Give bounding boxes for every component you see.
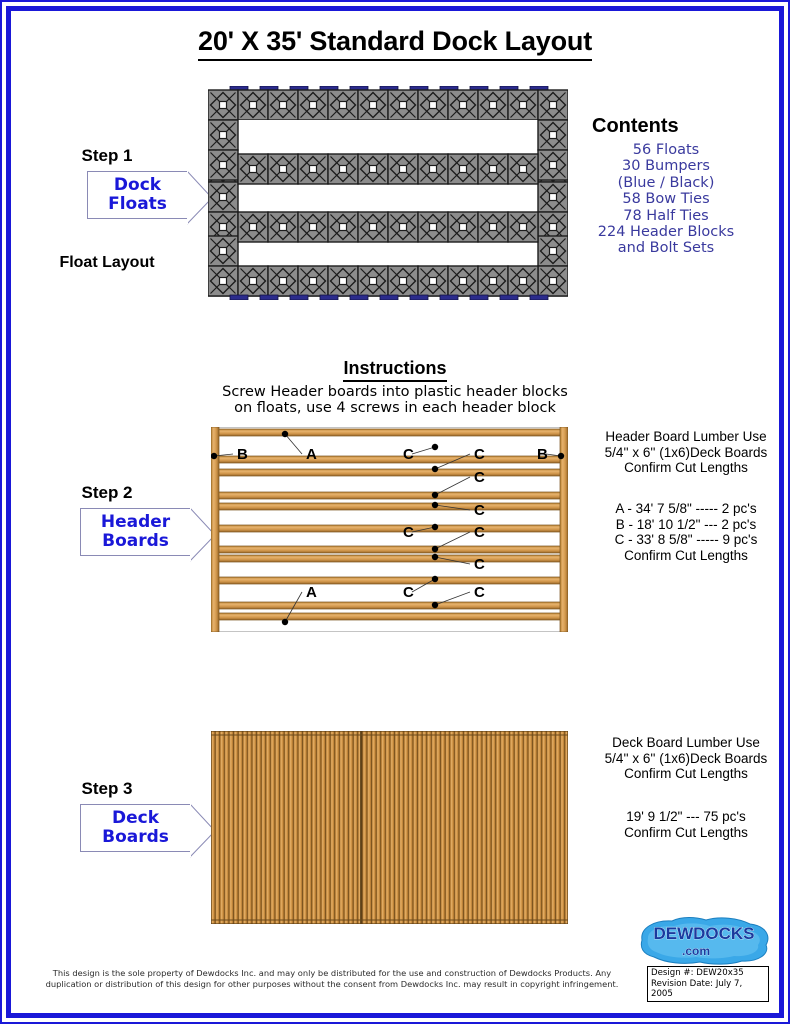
- deck-spec-line-1: Deck Board Lumber Use: [612, 735, 760, 750]
- deck-plank: [220, 731, 224, 924]
- deck-plank: [243, 731, 247, 924]
- deck-plank: [538, 731, 542, 924]
- deck-plank: [436, 731, 440, 924]
- deck-plank: [367, 731, 371, 924]
- callout-dot: [432, 492, 438, 498]
- step-2-banner[interactable]: [80, 508, 190, 556]
- deck-plank: [234, 731, 238, 924]
- deck-plank: [487, 731, 491, 924]
- step-3-number-label: [42, 779, 172, 799]
- deck-plank: [285, 731, 289, 924]
- deck-plank: [524, 731, 528, 924]
- deck-plank: [528, 731, 532, 924]
- cut-item-c: C - 33' 8 5/8" ----- 9 pc's: [614, 532, 758, 547]
- header-spec-line-1: Header Board Lumber Use: [605, 429, 767, 444]
- deck-plank: [308, 731, 312, 924]
- deck-plank: [321, 731, 325, 924]
- deck-plank: [354, 731, 358, 924]
- callout-label-c: C: [474, 469, 485, 486]
- deck-board-cut-list: [580, 809, 790, 840]
- callout-dot: [432, 444, 438, 450]
- deck-plank: [303, 731, 307, 924]
- float-opening-3: [238, 242, 538, 266]
- deck-plank: [377, 731, 381, 924]
- deck-plank: [551, 731, 555, 924]
- contents-item: and Bolt Sets: [617, 240, 715, 257]
- callout-label-c: C: [474, 524, 485, 541]
- deck-plank: [455, 731, 459, 924]
- callout-dot: [432, 576, 438, 582]
- deck-plank: [211, 731, 215, 924]
- instructions-body: [130, 385, 660, 416]
- deck-plank: [478, 731, 482, 924]
- callout-label-c: C: [403, 446, 414, 463]
- step-3-number-text: Step 3: [81, 779, 133, 798]
- deck-plank: [464, 731, 468, 924]
- contents-item: (Blue / Black): [617, 174, 715, 191]
- deck-plank: [363, 731, 367, 924]
- deck-plank: [446, 731, 450, 924]
- deck-plank: [275, 731, 279, 924]
- contents-item: 58 Bow Ties: [622, 191, 710, 208]
- deck-plank: [413, 731, 417, 924]
- contents-heading: Contents: [592, 115, 679, 137]
- float-layout-diagram: [208, 86, 568, 300]
- header-cut-confirm: Confirm Cut Lengths: [624, 547, 748, 563]
- deck-plank: [547, 731, 551, 924]
- deck-plank: [289, 731, 293, 924]
- deck-plank: [556, 731, 560, 924]
- callout-label-c: C: [403, 584, 414, 601]
- header-board-diagram: [211, 427, 568, 632]
- deck-plank: [386, 731, 390, 924]
- float-bumpers-bottom: [230, 295, 548, 300]
- deck-planks: [211, 731, 568, 924]
- deck-plank: [331, 731, 335, 924]
- step-3-banner-line2: Boards: [102, 827, 169, 847]
- footer-disclaimer: [32, 968, 632, 989]
- step-2-number-text: Step 2: [81, 483, 133, 502]
- step-1-number-label: [42, 146, 172, 166]
- callout-label-c: C: [403, 524, 414, 541]
- step-2-banner-line2: Boards: [102, 531, 169, 551]
- deck-plank: [298, 731, 302, 924]
- design-info-box: [647, 966, 769, 1002]
- dewdocks-logo[interactable]: [634, 914, 774, 966]
- step-1-caption: Float Layout: [59, 254, 155, 271]
- deck-cut-confirm: Confirm Cut Lengths: [624, 824, 748, 840]
- step-2-banner-line1: Header: [100, 512, 171, 532]
- deck-cut-item: 19' 9 1/2" --- 75 pc's: [626, 809, 746, 824]
- deck-plank: [459, 731, 463, 924]
- contents-item: 78 Half Ties: [623, 207, 709, 224]
- deck-plank: [423, 731, 427, 924]
- contents-item: 224 Header Blocks: [597, 224, 735, 241]
- deck-plank: [492, 731, 496, 924]
- float-row-top: [208, 90, 568, 120]
- deck-plank: [432, 731, 436, 924]
- deck-plank: [280, 731, 284, 924]
- deck-plank: [326, 731, 330, 924]
- step-1-number-text: Step 1: [81, 146, 133, 165]
- header-spec-line-2: 5/4'' x 6'' (1x6)Deck Boards: [604, 444, 768, 460]
- callout-dot: [432, 546, 438, 552]
- step-1-banner[interactable]: [87, 171, 187, 219]
- callout-dot: [432, 602, 438, 608]
- deck-plank: [395, 731, 399, 924]
- step-3-banner[interactable]: [80, 804, 190, 852]
- disclaimer-line-1: This design is the sole property of Dewdocks Inc. and may only be distributed for the use and construction of Dewdocks Products. Any: [52, 968, 612, 978]
- cut-item-b: B - 18' 10 1/2" --- 2 pc's: [615, 516, 757, 532]
- step-2-number-label: [42, 483, 172, 503]
- page-title: [0, 26, 790, 57]
- deck-plank: [469, 731, 473, 924]
- deck-plank: [262, 731, 266, 924]
- deck-plank: [294, 731, 298, 924]
- float-opening-2: [238, 184, 538, 212]
- deck-plank: [542, 731, 546, 924]
- deck-board-spec: [580, 735, 790, 782]
- header-spec-line-3: Confirm Cut Lengths: [624, 460, 748, 475]
- deck-spec-line-2: 5/4'' x 6'' (1x6)Deck Boards: [604, 750, 768, 766]
- deck-plank: [482, 731, 486, 924]
- deck-plank: [252, 731, 256, 924]
- deck-plank: [505, 731, 509, 924]
- header-board-spec: [580, 429, 790, 476]
- callout-label-b: B: [537, 446, 548, 463]
- callout-dot: [282, 619, 288, 625]
- deck-plank: [473, 731, 477, 924]
- instructions-line-2: on floats, use 4 screws in each header block: [234, 399, 556, 416]
- deck-plank: [400, 731, 404, 924]
- callout-dot: [432, 466, 438, 472]
- callout-label-a: A: [306, 446, 317, 463]
- deck-plank: [418, 731, 422, 924]
- deck-plank: [271, 731, 275, 924]
- deck-plank: [257, 731, 261, 924]
- deck-plank: [390, 731, 394, 924]
- callout-label-c: C: [474, 556, 485, 573]
- deck-plank: [248, 731, 252, 924]
- callout-dot: [211, 453, 217, 459]
- deck-plank: [510, 731, 514, 924]
- page-title-text: 20' X 35' Standard Dock Layout: [198, 26, 592, 61]
- step-1-banner-line2: Floats: [108, 194, 167, 214]
- contents-item: 30 Bumpers: [622, 158, 710, 175]
- deck-plank: [515, 731, 519, 924]
- deck-plank: [349, 731, 353, 924]
- callout-label-c: C: [474, 446, 485, 463]
- deck-plank: [239, 731, 243, 924]
- deck-plank: [312, 731, 316, 924]
- logo-suffix: .com: [681, 944, 711, 958]
- instructions-heading-text: Instructions: [343, 358, 446, 382]
- deck-board-diagram: [211, 731, 568, 924]
- deck-plank: [372, 731, 376, 924]
- callout-label-b: B: [237, 446, 248, 463]
- callout-dot: [282, 431, 288, 437]
- float-opening-1: [238, 120, 538, 154]
- cut-item-a: A - 34' 7 5/8" ----- 2 pc's: [615, 501, 757, 516]
- callout-dot: [432, 502, 438, 508]
- header-board-cut-list: [580, 501, 790, 563]
- contents-item: 56 Floats: [632, 142, 700, 158]
- deck-plank: [427, 731, 431, 924]
- deck-plank: [317, 731, 321, 924]
- deck-plank: [381, 731, 385, 924]
- deck-plank: [340, 731, 344, 924]
- callout-label-a: A: [306, 584, 317, 601]
- instructions-heading: [0, 358, 790, 379]
- deck-plank: [533, 731, 537, 924]
- disclaimer-line-2: duplication or distribution of this design for other purposes without the consent from Dewdocks Inc. may result in copyright infringement.: [45, 978, 619, 989]
- design-number: Design #: DEW20x35: [651, 968, 744, 978]
- step-1-banner-line1: Dock: [113, 175, 162, 195]
- deck-plank: [501, 731, 505, 924]
- contents-list: [560, 142, 772, 257]
- deck-spec-line-3: Confirm Cut Lengths: [624, 766, 748, 781]
- deck-plank: [344, 731, 348, 924]
- deck-plank: [409, 731, 413, 924]
- deck-plank: [266, 731, 270, 924]
- deck-plank: [229, 731, 233, 924]
- step-3-banner-line1: Deck: [111, 808, 160, 828]
- callout-dot: [432, 524, 438, 530]
- callout-dot: [558, 453, 564, 459]
- deck-plank: [335, 731, 339, 924]
- deck-plank: [496, 731, 500, 924]
- deck-plank: [404, 731, 408, 924]
- revision-date: Revision Date: July 7, 2005: [651, 978, 743, 999]
- logo-name: DEWDOCKS: [653, 924, 755, 943]
- deck-plank: [450, 731, 454, 924]
- deck-plank: [225, 731, 229, 924]
- deck-plank: [441, 731, 445, 924]
- callout-label-c: C: [474, 584, 485, 601]
- instructions-line-1: Screw Header boards into plastic header blocks: [222, 384, 568, 400]
- deck-plank: [216, 731, 220, 924]
- deck-plank: [561, 731, 565, 924]
- callout-dot: [432, 554, 438, 560]
- callout-label-c: C: [474, 502, 485, 519]
- deck-plank: [519, 731, 523, 924]
